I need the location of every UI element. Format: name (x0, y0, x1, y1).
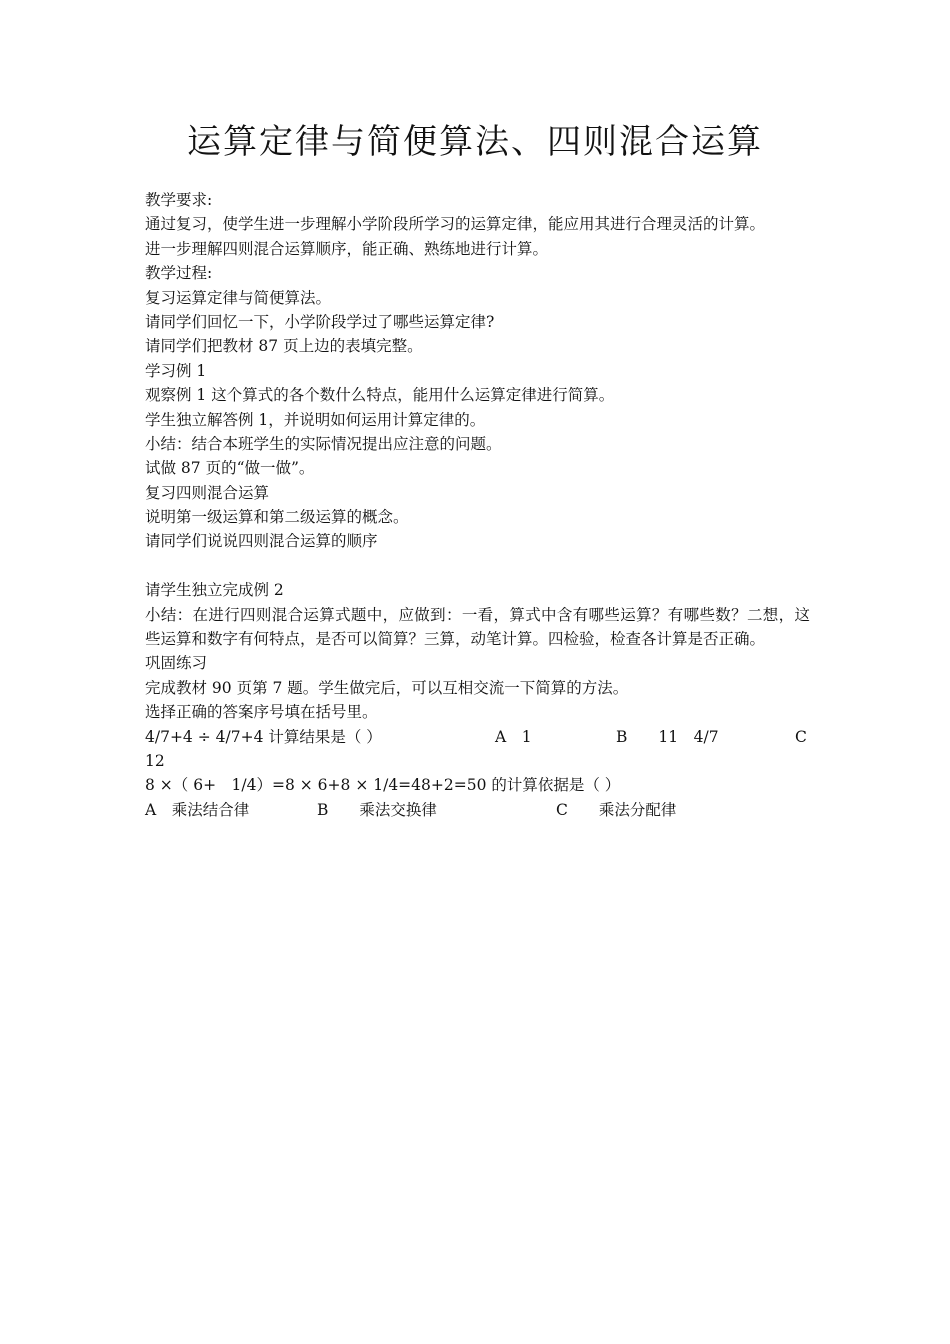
paragraph: 教学过程: (145, 264, 213, 283)
question-1-option-a: A 1 (495, 727, 532, 746)
question-2-option-c: C 乘法分配律 (556, 800, 677, 819)
paragraph: 选择正确的答案序号填在括号里。 (145, 703, 378, 722)
paragraph: 教学要求: (145, 191, 213, 209)
paragraph: 小结：在进行四则混合运算式题中，应做到：一看，算式中含有哪些运算？有哪些数？二想，这些运算和数字有何特点，是否可以简算？三算，动笔计算。四检验，检查各计算是否正确。 (145, 605, 810, 649)
paragraph: 学习例 1 (145, 361, 207, 380)
paragraph: 完成教材 90 页第 7 题。学生做完后，可以互相交流一下简算的方法。 (145, 678, 629, 697)
question-1-option-b: B 11 4/7 (616, 727, 719, 746)
question-2-stem: 8 ×（ 6+ 1/4）=8 × 6+8 × 1/4=48+2=50 的计算依据是（ ） (145, 776, 621, 795)
question-2-option-b: B 乘法交换律 (317, 800, 437, 819)
blank-line (145, 554, 810, 578)
question-1-stem: 4/7+4 ÷ 4/7+4 计算结果是（ ） (145, 727, 382, 746)
page-title: 运算定律与简便算法、四则混合运算 (187, 122, 763, 162)
document-body (145, 188, 810, 822)
paragraph: 说明第一级运算和第二级运算的概念。 (145, 508, 409, 527)
question-1-row (145, 725, 810, 749)
paragraph: 请同学们回忆一下，小学阶段学过了哪些运算定律? (145, 312, 495, 331)
paragraph: 请学生独立完成例 2 (145, 581, 284, 600)
paragraph: 复习运算定律与简便算法。 (145, 288, 332, 307)
question-1-option-c: C (795, 727, 807, 746)
question-2-option-a: A 乘法结合律 (145, 800, 250, 819)
paragraph: 观察例 1 这个算式的各个数什么特点，能用什么运算定律进行简算。 (145, 386, 615, 405)
question-2-options (145, 798, 810, 822)
paragraph: 试做 87 页的“做一做”。 (145, 459, 315, 478)
question-1-option-c-value: 12 (145, 752, 165, 771)
paragraph: 请同学们说说四则混合运算的顺序 (145, 532, 378, 551)
paragraph: 小结：结合本班学生的实际情况提出应注意的问题。 (145, 434, 502, 453)
paragraph: 请同学们把教材 87 页上边的表填完整。 (145, 337, 423, 356)
paragraph: 通过复习，使学生进一步理解小学阶段所学习的运算定律，能应用其进行合理灵活的计算。 (145, 215, 766, 234)
paragraph: 巩固练习 (145, 654, 208, 673)
paragraph: 进一步理解四则混合运算顺序，能正确、熟练地进行计算。 (145, 239, 549, 258)
paragraph: 学生独立解答例 1，并说明如何运用计算定律的。 (145, 410, 486, 429)
paragraph: 复习四则混合运算 (145, 483, 270, 502)
